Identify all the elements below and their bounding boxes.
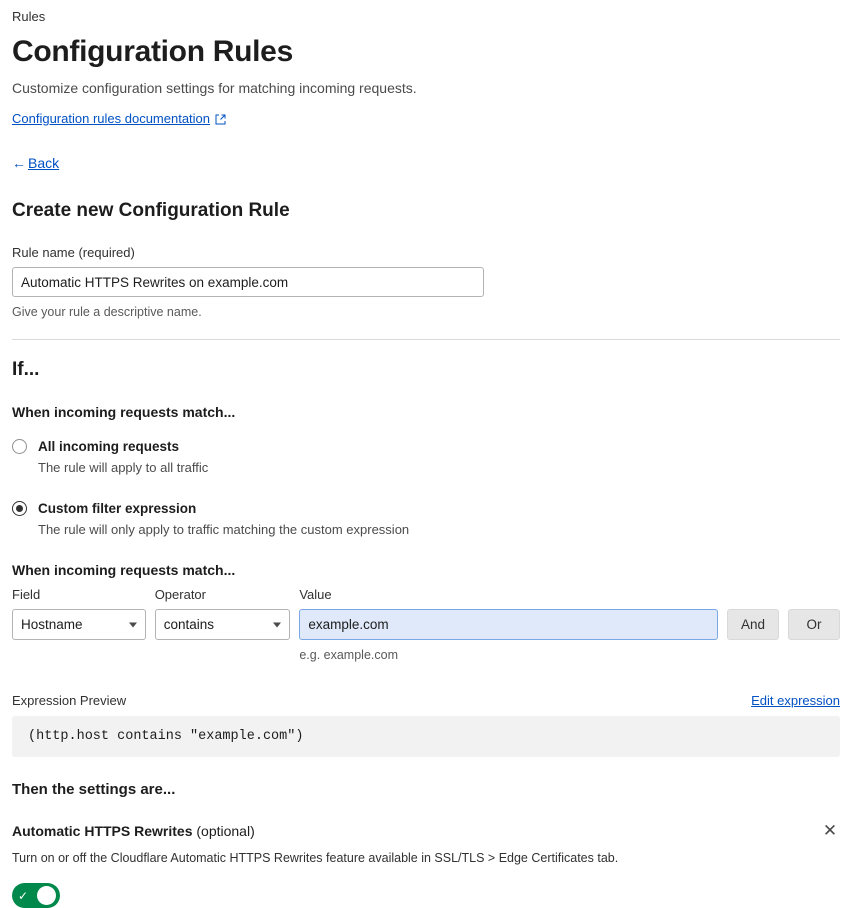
radio-icon-all-requests[interactable] xyxy=(12,439,27,454)
setting-title xyxy=(12,823,840,839)
setting-description: Turn on or off the Cloudflare Automatic HTTPS Rewrites feature available in SSL/TLS > Edge Certificates tab. xyxy=(12,851,619,865)
and-button[interactable]: And xyxy=(727,609,779,640)
builder-heading: When incoming requests match... xyxy=(12,562,236,578)
value-help: e.g. example.com xyxy=(299,648,398,662)
value-input[interactable] xyxy=(299,609,718,640)
chevron-down-icon xyxy=(273,622,281,627)
field-column xyxy=(12,586,146,640)
form-divider xyxy=(12,339,840,340)
expression-builder xyxy=(12,586,840,663)
operator-column xyxy=(155,586,291,640)
check-icon: ✓ xyxy=(18,888,29,903)
radio-desc-all-requests: The rule will apply to all traffic xyxy=(38,460,209,475)
back-link[interactable]: Back xyxy=(28,155,60,171)
back-navigation[interactable] xyxy=(12,154,840,172)
breadcrumb: Rules xyxy=(12,9,46,24)
operator-select[interactable] xyxy=(155,609,291,640)
close-icon[interactable]: ✕ xyxy=(822,821,838,840)
radio-option-custom-filter[interactable] xyxy=(12,500,840,538)
setting-automatic-https-rewrites xyxy=(12,823,840,908)
create-rule-heading: Create new Configuration Rule xyxy=(12,200,290,221)
match-options-group xyxy=(12,438,840,538)
operator-column-label: Operator xyxy=(154,587,206,602)
radio-desc-custom-filter: The rule will only apply to traffic matching the custom expression xyxy=(38,522,410,537)
rule-name-label: Rule name (required) xyxy=(12,245,135,260)
expression-preview-box: (http.host contains "example.com") xyxy=(12,716,840,757)
field-select-value: Hostname xyxy=(21,617,83,632)
chevron-down-icon xyxy=(129,622,137,627)
page-title: Configuration Rules xyxy=(12,35,293,68)
match-heading: When incoming requests match... xyxy=(12,404,236,420)
field-select[interactable] xyxy=(12,609,146,640)
setting-optional-tag: (optional) xyxy=(196,823,255,839)
page-subtitle: Customize configuration settings for matching incoming requests. xyxy=(12,80,417,96)
external-link-icon xyxy=(215,113,226,129)
or-button[interactable]: Or xyxy=(788,609,840,640)
operator-select-value: contains xyxy=(163,617,214,632)
radio-icon-custom-filter[interactable] xyxy=(12,501,27,516)
edit-expression-link[interactable]: Edit expression xyxy=(751,693,840,708)
automatic-https-rewrites-toggle[interactable] xyxy=(12,883,60,908)
radio-option-all-requests[interactable] xyxy=(12,438,840,476)
then-heading: Then the settings are... xyxy=(12,781,176,798)
back-arrow-icon: ← xyxy=(12,155,26,171)
if-heading: If... xyxy=(12,359,40,380)
setting-name: Automatic HTTPS Rewrites xyxy=(12,823,193,839)
expression-preview-label: Expression Preview xyxy=(12,693,127,708)
radio-label-custom-filter: Custom filter expression xyxy=(38,501,197,516)
field-column-label: Field xyxy=(12,587,41,602)
documentation-link-row xyxy=(12,111,840,127)
rule-name-input[interactable] xyxy=(12,267,484,297)
documentation-link[interactable]: Configuration rules documentation xyxy=(12,111,211,126)
value-column-label: Value xyxy=(299,587,332,602)
radio-label-all-requests: All incoming requests xyxy=(38,439,180,454)
value-column xyxy=(299,586,718,663)
toggle-knob xyxy=(37,886,56,905)
rule-name-help: Give your rule a descriptive name. xyxy=(12,305,202,319)
expression-preview-header xyxy=(12,693,840,708)
